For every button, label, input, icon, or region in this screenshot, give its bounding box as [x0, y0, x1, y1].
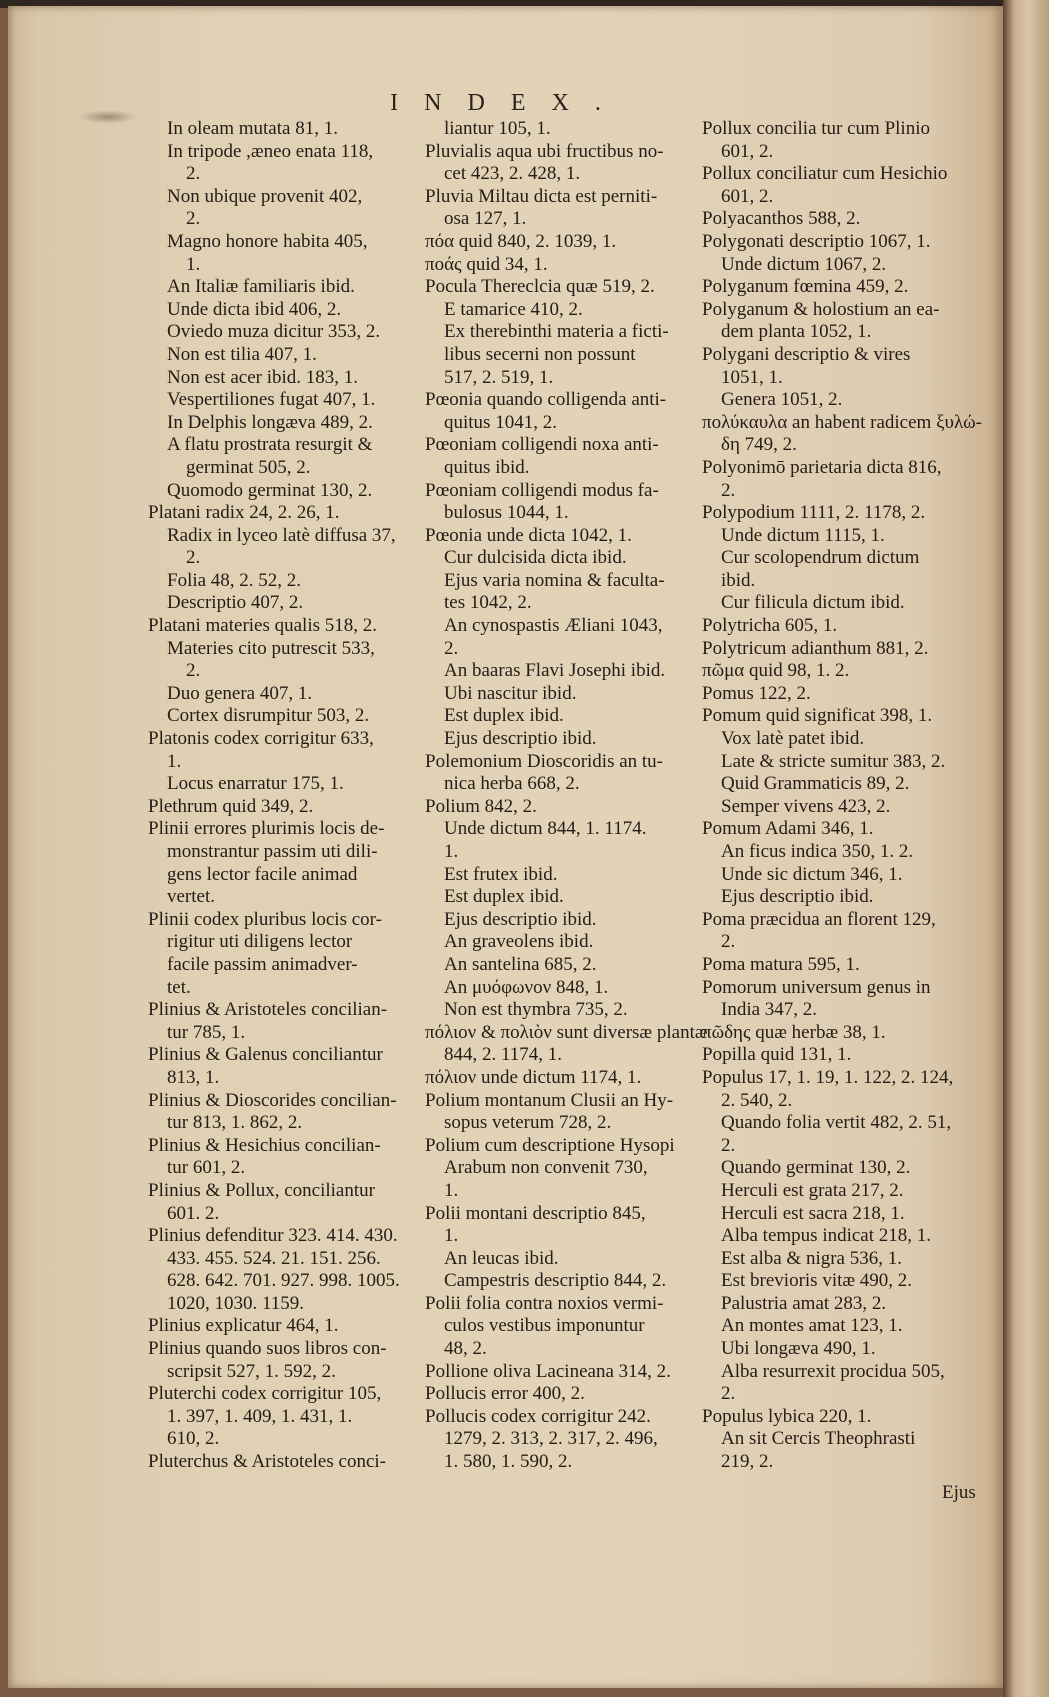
index-entry: Duo genera 407, 1. — [167, 682, 313, 704]
index-entry: Folia 48, 2. 52, 2. — [167, 569, 302, 591]
index-entry: E tamarice 410, 2. — [444, 298, 583, 320]
index-entry: Ejus descriptio ibid. — [444, 908, 597, 930]
index-entry: Ejus varia nomina & faculta- — [444, 569, 665, 591]
index-entry: Poma matura 595, 1. — [702, 953, 860, 975]
index-entry: 601, 2. — [721, 140, 774, 162]
index-entry: Cur scolopendrum dictum — [721, 547, 920, 569]
index-entry: Polyacanthos 588, 2. — [702, 208, 861, 230]
index-entry: Ejus descriptio ibid. — [444, 728, 597, 750]
index-entry: Plinius & Dioscorides concilian- — [148, 1089, 397, 1111]
index-entry: 1. — [444, 1179, 459, 1201]
index-entry: scripsit 527, 1. 592, 2. — [167, 1360, 336, 1382]
index-entry: Quid Grammaticis 89, 2. — [721, 773, 910, 795]
index-entry: In tripode ,æneo enata 118, — [167, 140, 374, 162]
index-entry: Pœonia quando colligenda anti- — [425, 389, 667, 411]
index-entry: An Italiæ familiaris ibid. — [167, 276, 355, 298]
index-entry: India 347, 2. — [721, 999, 818, 1021]
index-entry: Est duplex ibid. — [444, 886, 564, 908]
index-entry: 844, 2. 1174, 1. — [444, 1044, 563, 1066]
index-entry: tur 601, 2. — [167, 1157, 246, 1179]
index-entry: 433. 455. 524. 21. 151. 256. — [167, 1247, 381, 1269]
index-entry: Pluvia Miltau dicta est perniti- — [425, 185, 658, 207]
index-entry: An baaras Flavi Josephi ibid. — [444, 660, 666, 682]
index-entry: Descriptio 407, 2. — [167, 592, 304, 614]
page-header: INDEX. — [390, 90, 627, 116]
index-entry: In oleam mutata 81, 1. — [167, 118, 338, 139]
index-entry: Vox latè patet ibid. — [721, 728, 865, 750]
index-entry: Pluvialis aqua ubi fructibus no- — [425, 140, 664, 162]
index-entry: facile passim animadver- — [167, 953, 358, 975]
index-entry: πόλιον unde dictum 1174, 1. — [425, 1066, 642, 1088]
index-entry: Est brevioris vitæ 490, 2. — [721, 1270, 913, 1292]
index-entry: 2. — [721, 1134, 736, 1156]
index-entry: Cur filicula dictum ibid. — [721, 592, 905, 614]
index-entry: Pomus 122, 2. — [702, 682, 811, 704]
index-entry: bulosus 1044, 1. — [444, 502, 569, 524]
index-entry: An ficus indica 350, 1. 2. — [721, 841, 914, 862]
index-entry: Plinii codex pluribus locis cor- — [148, 908, 382, 930]
index-entry: An santelina 685, 2. — [444, 953, 597, 975]
index-entry: Plinius & Hesichius concilian- — [148, 1134, 381, 1156]
index-entry: An sit Cercis Theophrasti — [721, 1428, 916, 1450]
index-entry: Herculi est grata 217, 2. — [721, 1179, 904, 1201]
index-entry: Plinius defenditur 323. 414. 430. — [148, 1225, 398, 1247]
index-entry: Polii folia contra noxios vermi- — [425, 1292, 664, 1314]
index-entry: An montes amat 123, 1. — [721, 1315, 903, 1337]
index-entry: 2. — [721, 931, 736, 953]
index-entry: Magno honore habita 405, — [167, 230, 368, 252]
catchword: Ejus — [942, 1482, 976, 1503]
index-entry: Unde dictum 1067, 2. — [721, 253, 887, 275]
index-entry: tur 785, 1. — [167, 1021, 246, 1043]
index-entry: Polygonati descriptio 1067, 1. — [702, 230, 931, 252]
index-entry: 2. — [444, 637, 459, 659]
index-entry: cet 423, 2. 428, 1. — [444, 163, 581, 185]
index-entry: An μυόφωνον 848, 1. — [444, 976, 609, 998]
index-entry: Pluterchus & Aristoteles conci- — [148, 1451, 386, 1473]
index-entry: Pomum Adami 346, 1. — [702, 818, 874, 840]
index-entry: Est alba & nigra 536, 1. — [721, 1247, 902, 1269]
index-entry: ποάς quid 34, 1. — [425, 253, 548, 275]
index-entry: dem planta 1052, 1. — [721, 321, 872, 343]
index-entry: 601, 2. — [721, 185, 774, 207]
index-entry: Ejus descriptio ibid. — [721, 886, 874, 908]
index-column-right — [702, 118, 980, 1474]
index-entry: Plinii errores plurimis locis de- — [148, 818, 385, 840]
index-entry: Late & stricte sumitur 383, 2. — [721, 750, 946, 772]
index-entry: culos vestibus imponuntur — [444, 1315, 645, 1337]
index-entry: Est duplex ibid. — [444, 705, 564, 727]
index-entry: Pœoniam colligendi modus fa- — [425, 479, 659, 501]
index-entry: Genera 1051, 2. — [721, 389, 843, 411]
index-entry: Non ubique provenit 402, — [167, 185, 363, 207]
index-entry: ibid. — [721, 569, 756, 591]
index-entry: Vespertiliones fugat 407, 1. — [167, 389, 376, 411]
index-entry: Palustria amat 283, 2. — [721, 1292, 887, 1314]
index-entry: δη 749, 2. — [721, 434, 797, 456]
index-entry: Unde dictum 1115, 1. — [721, 524, 885, 546]
index-entry: 2. — [721, 479, 736, 501]
index-entry: 601. 2. — [167, 1202, 220, 1224]
index-entry: Quomodo germinat 130, 2. — [167, 479, 373, 501]
index-entry: Pluterchi codex corrigitur 105, — [148, 1383, 382, 1405]
index-entry: Platonis codex corrigitur 633, — [148, 728, 374, 750]
index-entry: Pollucis error 400, 2. — [425, 1383, 585, 1405]
index-entry: Plethrum quid 349, 2. — [148, 795, 314, 817]
index-entry: Polytricum adianthum 881, 2. — [702, 637, 929, 659]
page-edge-right — [1003, 0, 1049, 1697]
index-entry: Unde dicta ibid 406, 2. — [167, 298, 342, 320]
index-entry: 813, 1. — [167, 1066, 220, 1088]
index-entry: 1279, 2. 313, 2. 317, 2. 496, — [444, 1428, 658, 1450]
index-entry: 1. — [167, 750, 182, 772]
index-entry: Quando germinat 130, 2. — [721, 1157, 911, 1179]
index-entry: 1051, 1. — [721, 366, 783, 388]
index-entry: An leucas ibid. — [444, 1247, 559, 1269]
index-entry: quitus ibid. — [444, 456, 530, 478]
index-entry: 2. — [721, 1383, 736, 1405]
index-entry: An cynospastis Æliani 1043, — [444, 615, 663, 637]
index-entry: Poma præcidua an florent 129, — [702, 908, 936, 930]
index-entry: Polygani descriptio & vires — [702, 343, 911, 365]
book-page — [8, 6, 1003, 1688]
index-entry: 2. — [186, 208, 201, 230]
index-entry: 1. — [444, 1225, 459, 1247]
index-entry: gens lector facile animad — [167, 863, 358, 885]
index-entry: monstrantur passim uti dili- — [167, 841, 378, 862]
index-entry: Non est acer ibid. 183, 1. — [167, 366, 359, 388]
index-entry: osa 127, 1. — [444, 208, 527, 230]
index-entry: Populus lybica 220, 1. — [702, 1405, 872, 1427]
index-entry: Pœonia unde dicta 1042, 1. — [425, 524, 632, 546]
index-entry: 2. — [186, 547, 201, 569]
index-entry: Pollux concilia tur cum Plinio — [702, 118, 930, 139]
index-entry: Est frutex ibid. — [444, 863, 558, 885]
index-entry: Polii montani descriptio 845, — [425, 1202, 646, 1224]
index-entry: Campestris descriptio 844, 2. — [444, 1270, 667, 1292]
index-entry: tet. — [167, 976, 191, 998]
index-entry: 1. 397, 1. 409, 1. 431, 1. — [167, 1405, 353, 1427]
index-entry: 219, 2. — [721, 1451, 774, 1473]
index-entry: 48, 2. — [444, 1338, 487, 1360]
index-entry: Locus enarratur 175, 1. — [167, 773, 344, 795]
index-entry: 2. — [186, 163, 201, 185]
index-entry: Alba tempus indicat 218, 1. — [721, 1225, 932, 1247]
index-entry: Polium cum descriptione Hysopi — [425, 1134, 675, 1156]
index-entry: Ubi nascitur ibid. — [444, 682, 577, 704]
index-entry: Pœoniam colligendi noxa anti- — [425, 434, 659, 456]
index-entry: Pollux conciliatur cum Hesichio — [702, 163, 948, 185]
index-entry: Quando folia vertit 482, 2. 51, — [721, 1112, 952, 1134]
index-entry: 1. 580, 1. 590, 2. — [444, 1451, 573, 1473]
index-entry: Unde dictum 844, 1. 1174. — [444, 818, 647, 840]
index-entry: In Delphis longæva 489, 2. — [167, 411, 373, 433]
index-entry: Non est tilia 407, 1. — [167, 343, 317, 365]
index-entry: Ex therebinthi materia a ficti- — [444, 321, 669, 343]
index-entry: πῶμα quid 98, 1. 2. — [702, 660, 850, 682]
index-entry: tes 1042, 2. — [444, 592, 532, 614]
index-entry: libus secerni non possunt — [444, 343, 636, 365]
index-entry: Pocula Thereclcia quæ 519, 2. — [425, 276, 655, 298]
index-column-middle — [425, 118, 708, 1474]
index-entry: Platani radix 24, 2. 26, 1. — [148, 502, 340, 524]
index-entry: 628. 642. 701. 927. 998. 1005. — [167, 1270, 400, 1292]
index-entry: sopus veterum 728, 2. — [444, 1112, 612, 1134]
index-entry: Polytricha 605, 1. — [702, 615, 838, 637]
index-entry: 610, 2. — [167, 1428, 220, 1450]
index-entry: quitus 1041, 2. — [444, 411, 557, 433]
index-entry: germinat 505, 2. — [186, 456, 311, 478]
index-entry: 1. — [444, 841, 459, 862]
index-entry: Arabum non convenit 730, — [444, 1157, 648, 1179]
index-entry: πόλιον & πολιὸν sunt diversæ plantæ — [425, 1021, 708, 1043]
index-entry: Pollione oliva Lacineana 314, 2. — [425, 1360, 671, 1382]
index-entry: liantur 105, 1. — [444, 118, 551, 139]
index-entry: An graveolens ibid. — [444, 931, 594, 953]
index-entry: Platani materies qualis 518, 2. — [148, 615, 378, 637]
index-entry: πόα quid 840, 2. 1039, 1. — [425, 230, 617, 252]
index-entry: Oviedo muza dicitur 353, 2. — [167, 321, 381, 343]
index-entry: Materies cito putrescit 533, — [167, 637, 375, 659]
index-entry: Plinius explicatur 464, 1. — [148, 1315, 339, 1337]
index-entry: nica herba 668, 2. — [444, 773, 580, 795]
index-column-left — [148, 118, 420, 1474]
index-entry: 1. — [186, 253, 201, 275]
index-entry: tur 813, 1. 862, 2. — [167, 1112, 303, 1134]
index-entry: Polemonium Dioscoridis an tu- — [425, 750, 664, 772]
index-entry: Populus 17, 1. 19, 1. 122, 2. 124, — [702, 1066, 954, 1088]
index-entry: Cur dulcisida dicta ibid. — [444, 547, 627, 569]
index-entry: Cortex disrumpitur 503, 2. — [167, 705, 370, 727]
index-entry: πολύκαυλα an habent radicem ξυλώ- — [702, 411, 982, 433]
index-entry: Pomum quid significat 398, 1. — [702, 705, 933, 727]
index-entry: Semper vivens 423, 2. — [721, 795, 891, 817]
index-entry: Polium montanum Clusii an Hy- — [425, 1089, 674, 1111]
index-entry: Radix in lyceo latè diffusa 37, — [167, 524, 396, 546]
index-entry: Popilla quid 131, 1. — [702, 1044, 852, 1066]
index-entry: Unde sic dictum 346, 1. — [721, 863, 903, 885]
index-entry: Polyganum fœmina 459, 2. — [702, 276, 909, 298]
index-entry: Polypodium 1111, 2. 1178, 2. — [702, 502, 926, 524]
index-entry: 2. — [186, 660, 201, 682]
index-entry: Plinius & Galenus conciliantur — [148, 1044, 383, 1066]
index-entry: 2. 540, 2. — [721, 1089, 793, 1111]
index-entry: Pollucis codex corrigitur 242. — [425, 1405, 651, 1427]
index-entry: Polyganum & holostium an ea- — [702, 298, 940, 320]
index-entry: πῶδης quæ herbæ 38, 1. — [702, 1021, 886, 1043]
index-entry: Alba resurrexit procidua 505, — [721, 1360, 945, 1382]
index-entry: Polyonimō parietaria dicta 816, — [702, 456, 942, 478]
index-entry: rigitur uti diligens lector — [167, 931, 353, 953]
index-entry: Pomorum universum genus in — [702, 976, 931, 998]
index-entry: Plinius & Aristoteles concilian- — [148, 999, 388, 1021]
index-entry: Polium 842, 2. — [425, 795, 537, 817]
index-entry: vertet. — [167, 886, 216, 908]
index-entry: Non est thymbra 735, 2. — [444, 999, 628, 1021]
index-entry: Plinius & Pollux, conciliantur — [148, 1179, 375, 1201]
index-entry: Ubi longæva 490, 1. — [721, 1338, 876, 1360]
index-entry: A flatu prostrata resurgit & — [167, 434, 373, 456]
index-entry: Herculi est sacra 218, 1. — [721, 1202, 905, 1224]
index-entry: Plinius quando suos libros con- — [148, 1338, 387, 1360]
index-entry: 1020, 1030. 1159. — [167, 1292, 305, 1314]
index-entry: 517, 2. 519, 1. — [444, 366, 554, 388]
